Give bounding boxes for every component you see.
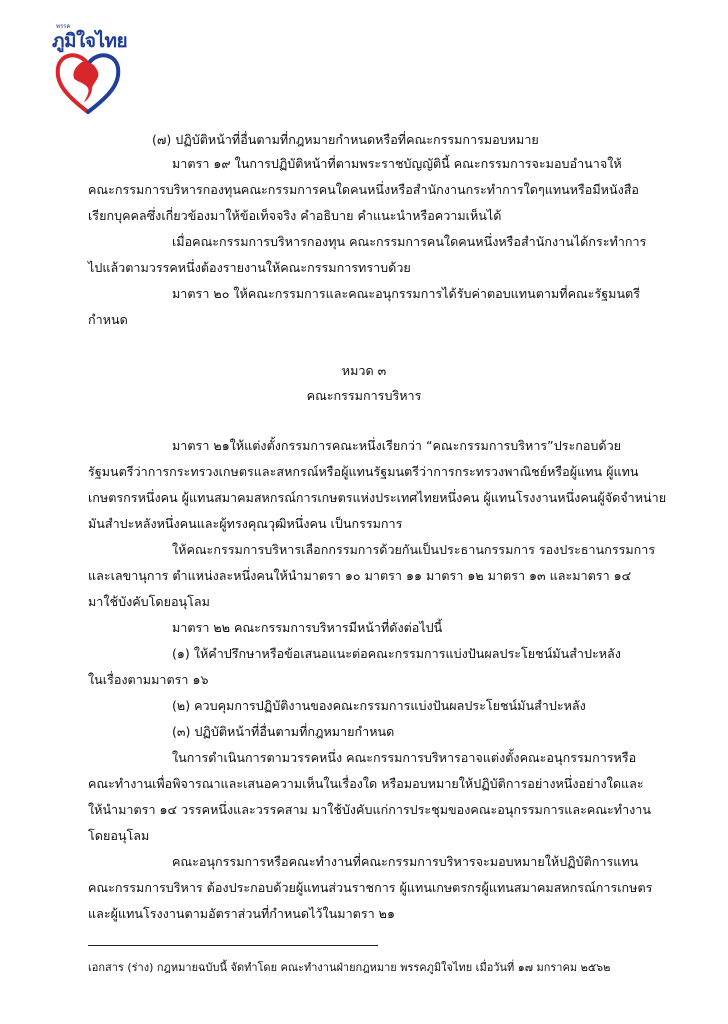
- text-line: คณะกรรมการบริหาร ต้องประกอบด้วยผู้แทนส่วนราชการ ผู้แทนเกษตรกรผู้แทนสมาคมสหกรณ์การเกษตร: [88, 880, 653, 895]
- text-line: (๓) ปฏิบัติหน้าที่อื่นตามที่กฎหมายกำหนด: [172, 724, 395, 739]
- text-line: (๒) ควบคุมการปฏิบัติงานของคณะกรรมการแบ่งปันผลประโยชน์มันสำปะหลัง: [172, 698, 586, 713]
- text-line: ในเรื่องตามมาตรา ๑๖: [88, 672, 209, 687]
- text-line: คณะอนุกรรมการหรือคณะทำงานที่คณะกรรมการบริหารจะมอบหมายให้ปฏิบัติการแทน: [172, 854, 639, 869]
- text-line: ให้นำมาตรา ๑๔ วรรคหนึ่งและวรรคสาม มาใช้บังคับแก่การประชุมของคณะอนุกรรมการและคณะทำงาน: [88, 802, 651, 817]
- text-line: (๗) ปฏิบัติหน้าที่อื่นตามที่กฎหมายกำหนดหรือที่คณะกรรมการมอบหมาย: [152, 132, 539, 147]
- chapter-number: หมวด ๓: [341, 363, 387, 378]
- logo-text: ภูมิใจไทย: [52, 30, 128, 52]
- text-line: มาใช้บังคับโดยอนุโลม: [88, 594, 210, 609]
- footnote-divider: [88, 945, 378, 946]
- text-line: มาตรา ๒๐ ให้คณะกรรมการและคณะอนุกรรมการได้รับค่าตอบแทนตามที่คณะรัฐมนตรี: [172, 286, 641, 301]
- text-line: ไปแล้วตามวรรคหนึ่งต้องรายงานให้คณะกรรมการทราบด้วย: [88, 260, 411, 275]
- text-line: กำหนด: [88, 312, 128, 327]
- text-line: (๑) ให้คำปรึกษาหรือข้อเสนอแนะต่อคณะกรรมการแบ่งปันผลประโยชน์มันสำปะหลัง: [172, 646, 621, 661]
- text-line: ให้คณะกรรมการบริหารเลือกกรรมการด้วยกันเป็นประธานกรรมการ รองประธานกรรมการ: [172, 542, 656, 557]
- text-line: มาตรา ๒๑ให้แต่งตั้งกรรมการคณะหนึ่งเรียกว่า “คณะกรรมการบริหาร”ประกอบด้วย: [172, 438, 622, 453]
- text-line: คณะทำงานเพื่อพิจารณาและเสนอความเห็นในเรื่องใด หรือมอบหมายให้ปฏิบัติการอย่างหนึ่งอย่างใดและ: [88, 776, 644, 791]
- text-line: มาตรา ๒๒ คณะกรรมการบริหารมีหน้าที่ดังต่อไปนี้: [172, 620, 443, 635]
- logo-small-text: พรรค: [56, 23, 71, 30]
- text-line: เมื่อคณะกรรมการบริหารกองทุน คณะกรรมการคนใดคนหนึ่งหรือสำนักงานได้กระทำการ: [172, 234, 647, 249]
- text-line: โดยอนุโลม: [88, 828, 150, 843]
- text-line: รัฐมนตรีว่าการกระทรวงเกษตรและสหกรณ์หรือผู้แทนรัฐมนตรีว่าการกระทรวงพาณิชย์หรือผู้แทน ผู้แทน: [88, 464, 639, 479]
- text-line: และเลขานุการ ตำแหน่งละหนึ่งคนให้นำมาตรา ๑๐ มาตรา ๑๑ มาตรา ๑๒ มาตรา ๑๓ และมาตรา ๑๔: [88, 568, 632, 583]
- chapter-title: คณะกรรมการบริหาร: [306, 388, 422, 403]
- text-line: คณะกรรมการบริหารกองทุนคณะกรรมการคนใดคนหนึ่งหรือสำนักงานกระทำการใดๆแทนหรือมีหนังสือ: [88, 182, 639, 197]
- text-line: เกษตรกรหนึ่งคน ผู้แทนสมาคมสหกรณ์การเกษตรแห่งประเทศไทยหนึ่งคน ผู้แทนโรงงานหนึ่งคนผู้จัดจำหน่าย: [88, 490, 667, 505]
- text-line: เรียกบุคคลซึ่งเกี่ยวข้องมาให้ข้อเท็จจริง คำอธิบาย คำแนะนำหรือความเห็นได้: [88, 208, 502, 223]
- text-line: ในการดำเนินการตามวรรคหนึ่ง คณะกรรมการบริหารอาจแต่งตั้งคณะอนุกรรมการหรือ: [172, 750, 637, 765]
- text-line: มาตรา ๑๙ ในการปฏิบัติหน้าที่ตามพระราชบัญญัตินี้ คณะกรรมการจะมอบอำนาจให้: [172, 156, 622, 171]
- text-line: มันสำปะหลังหนึ่งคนและผู้ทรงคุณวุฒิหนึ่งคน เป็นกรรมการ: [88, 516, 403, 531]
- text-line: และผู้แทนโรงงานตามอัตราส่วนที่กำหนดไว้ในมาตรา ๒๑: [88, 906, 395, 921]
- footnote: เอกสาร (ร่าง) กฎหมายฉบับนี้ จัดทำโดย คณะทำงานฝ่ายกฎหมาย พรรคภูมิใจไทย เมื่อวันที่ ๑๗ มกราคม ๒๕๖๒: [88, 961, 611, 974]
